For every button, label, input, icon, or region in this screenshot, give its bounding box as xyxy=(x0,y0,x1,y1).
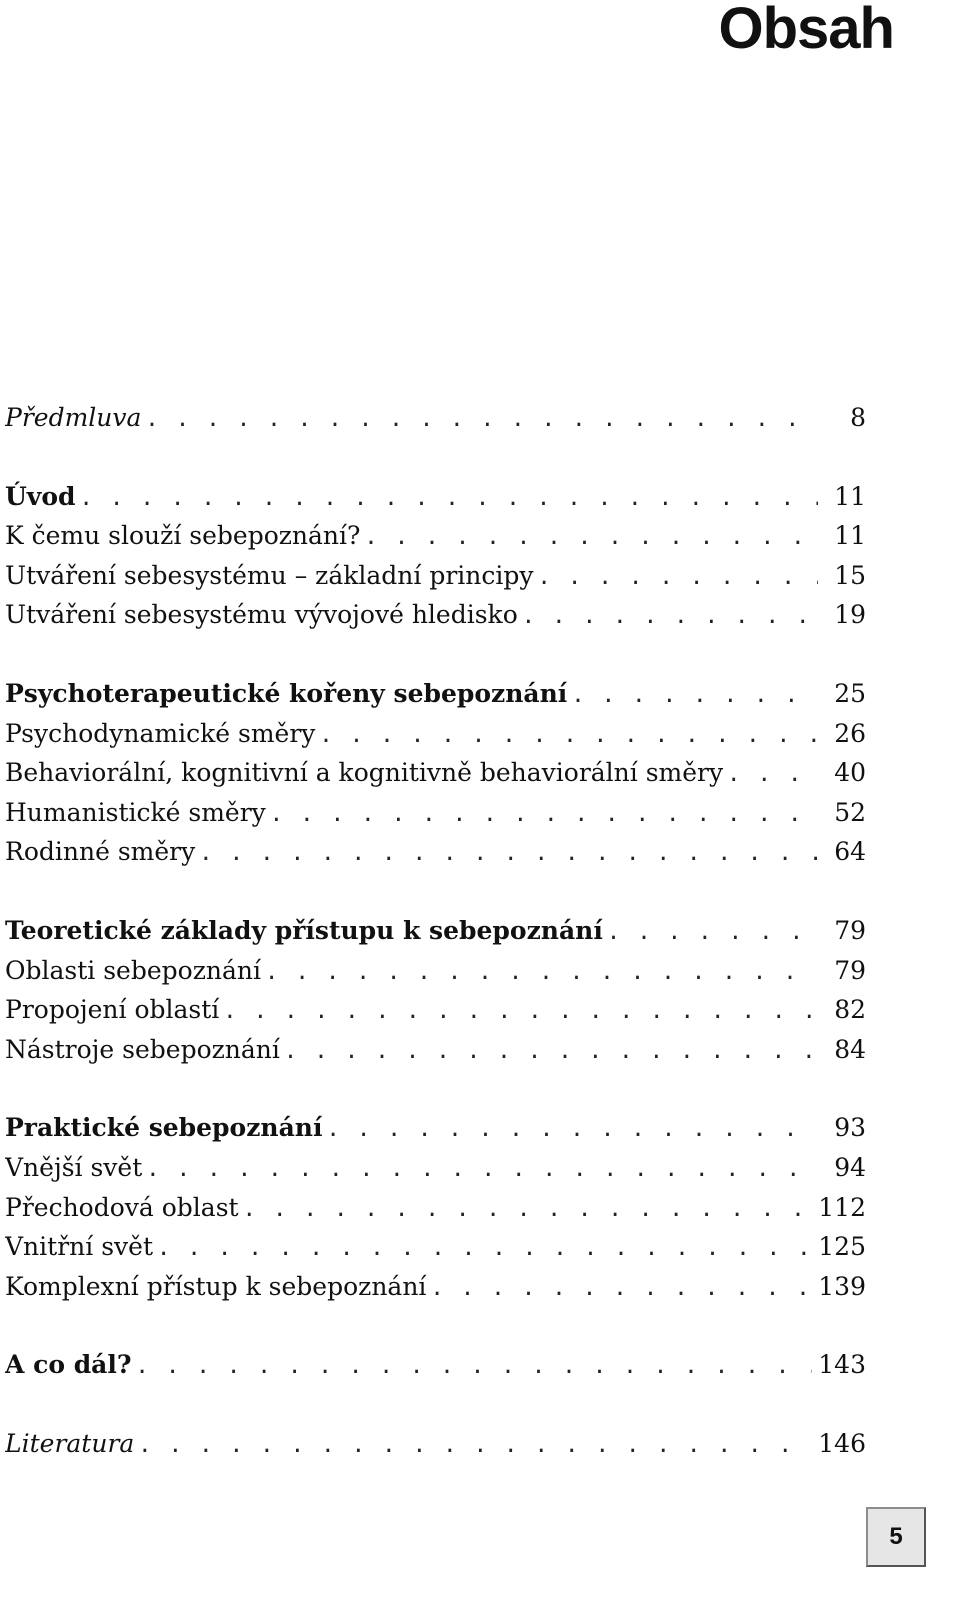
toc-entry-title: K čemu slouží sebepoznání? xyxy=(5,521,361,551)
toc-entry[interactable] xyxy=(5,1108,866,1148)
toc-dot-leader xyxy=(145,400,818,438)
toc-entry-title: Praktické sebepoznání xyxy=(5,1113,323,1143)
toc-entry-page: 112 xyxy=(818,1192,866,1222)
toc-entry[interactable] xyxy=(5,832,866,872)
toc-entry[interactable] xyxy=(5,1227,866,1267)
toc-dot-leader xyxy=(607,913,818,951)
toc-entry-title: Utváření sebesystému vývojové hledisko xyxy=(5,600,518,630)
toc-entry-title: A co dál? xyxy=(5,1350,132,1380)
toc-entry-title: Vnitřní svět xyxy=(5,1232,153,1262)
toc-dot-leader xyxy=(326,1110,818,1148)
toc-entry-title: Utváření sebesystému – základní principy xyxy=(5,560,534,590)
toc-entry-title: Psychodynamické směry xyxy=(5,718,316,748)
toc-entry-title: Nástroje sebepoznání xyxy=(5,1034,280,1064)
toc-entry-page: 52 xyxy=(834,797,866,827)
toc-entry-title: Vnější svět xyxy=(5,1152,143,1182)
toc-entry-page: 143 xyxy=(818,1350,866,1380)
toc-entry[interactable] xyxy=(5,1267,866,1307)
toc-entry-title: Behaviorální, kognitivní a kognitivně behaviorální směry xyxy=(5,758,724,788)
toc-entry-title: Oblasti sebepoznání xyxy=(5,955,261,985)
toc-entry[interactable] xyxy=(5,477,866,517)
toc-entry-page: 11 xyxy=(834,481,866,511)
toc-entry[interactable] xyxy=(5,1030,866,1070)
toc-dot-leader xyxy=(571,676,818,714)
toc-dot-leader xyxy=(243,1190,813,1228)
toc-entry-page: 40 xyxy=(834,758,866,788)
toc-entry[interactable] xyxy=(5,990,866,1030)
toc-entry[interactable] xyxy=(5,1188,866,1228)
toc-entry-title: Teoretické základy přístupu k sebepoznání xyxy=(5,915,603,945)
toc-entry-page: 146 xyxy=(818,1428,866,1458)
toc-entry-page: 82 xyxy=(834,995,866,1025)
toc-entry[interactable] xyxy=(5,753,866,793)
toc-entry-page: 93 xyxy=(834,1113,866,1143)
toc-entry[interactable] xyxy=(5,674,866,714)
toc-entry-title: Komplexní přístup k sebepoznání xyxy=(5,1271,427,1301)
toc-entry[interactable] xyxy=(5,911,866,951)
toc-entry[interactable] xyxy=(5,398,866,438)
toc-entry-title: Propojení oblastí xyxy=(5,995,220,1025)
toc-dot-leader xyxy=(136,1347,813,1385)
toc-dot-leader xyxy=(138,1426,812,1464)
toc-entry-page: 19 xyxy=(834,600,866,630)
toc-entry[interactable] xyxy=(5,714,866,754)
toc-dot-leader xyxy=(265,953,818,991)
toc-entry-page: 139 xyxy=(818,1271,866,1301)
toc-dot-leader xyxy=(199,834,818,872)
toc-entry-title: Rodinné směry xyxy=(5,837,196,867)
toc-entry-title: Úvod xyxy=(5,481,76,511)
toc-dot-leader xyxy=(430,1269,812,1307)
toc-entry[interactable] xyxy=(5,1345,866,1385)
toc-dot-leader xyxy=(270,795,818,833)
toc-entry-page: 79 xyxy=(834,955,866,985)
toc-dot-leader xyxy=(522,597,818,635)
toc-entry[interactable] xyxy=(5,793,866,833)
toc-entry-page: 11 xyxy=(834,521,866,551)
toc-entry-title: Předmluva xyxy=(5,403,142,432)
page-title: Obsah xyxy=(718,0,894,61)
toc-entry[interactable] xyxy=(5,595,866,635)
toc-entry-page: 79 xyxy=(834,915,866,945)
toc-entry[interactable] xyxy=(5,1424,866,1464)
toc-entry-title: Psychoterapeutické kořeny sebepoznání xyxy=(5,678,568,708)
toc-entry[interactable] xyxy=(5,951,866,991)
toc-entry-title: Literatura xyxy=(5,1428,135,1458)
toc-entry-page: 15 xyxy=(834,560,866,590)
toc-entry-title: Humanistické směry xyxy=(5,797,266,827)
toc-dot-leader xyxy=(284,1032,818,1070)
toc-dot-leader xyxy=(538,558,818,596)
toc-entry-title: Přechodová oblast xyxy=(5,1192,239,1222)
toc-dot-leader xyxy=(223,992,818,1030)
toc-dot-leader xyxy=(319,716,818,754)
toc-entry-page: 64 xyxy=(834,837,866,867)
toc-dot-leader xyxy=(157,1229,812,1267)
toc-dot-leader xyxy=(364,518,818,556)
toc-entry-page: 125 xyxy=(818,1232,866,1262)
toc-dot-leader xyxy=(727,755,818,793)
toc-dot-leader xyxy=(146,1150,818,1188)
toc-entry[interactable] xyxy=(5,1148,866,1188)
page-number: 5 xyxy=(866,1507,926,1567)
toc-entry-page: 26 xyxy=(834,718,866,748)
toc-entry-page: 84 xyxy=(834,1034,866,1064)
table-of-contents xyxy=(5,398,866,1463)
toc-entry-page: 8 xyxy=(850,403,866,432)
toc-entry-page: 94 xyxy=(834,1152,866,1182)
toc-entry-page: 25 xyxy=(834,678,866,708)
toc-entry[interactable] xyxy=(5,516,866,556)
toc-dot-leader xyxy=(79,479,818,517)
toc-entry[interactable] xyxy=(5,556,866,596)
